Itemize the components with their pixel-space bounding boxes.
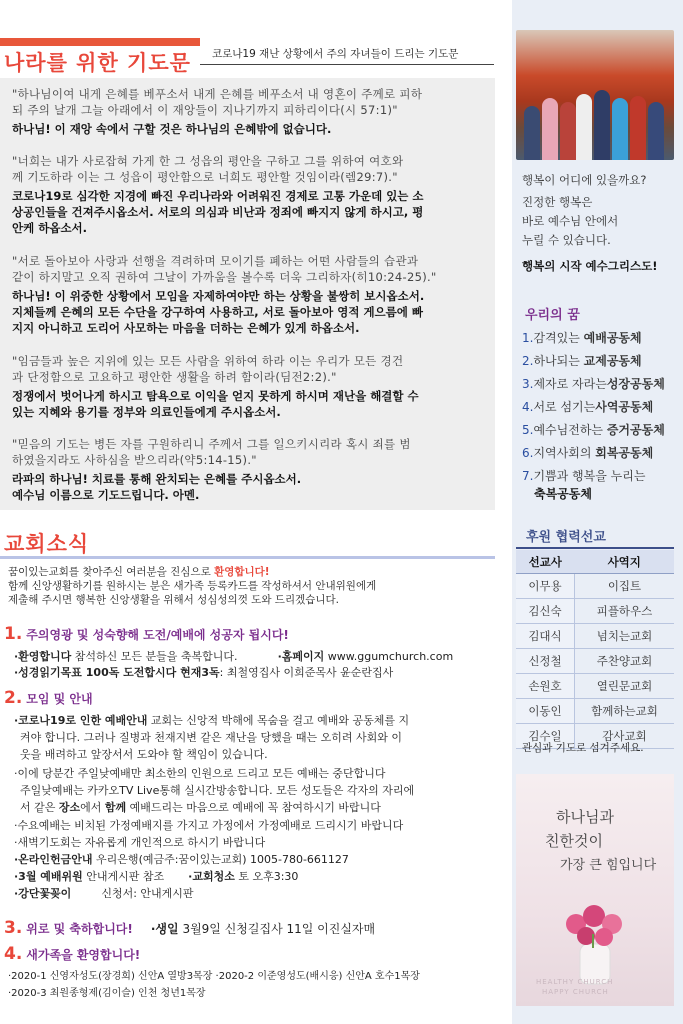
section-title: 위로 및 축하합니다!: [26, 922, 133, 936]
news-title: 교회소식: [4, 532, 90, 556]
card-line: 하나님과: [556, 808, 614, 826]
table-row: [516, 599, 674, 624]
prayer-line: 정쟁에서 벗어나게 하시고 탐욕으로 이익을 얻지 못하게 하시며 재난을 해결할 수: [12, 389, 419, 403]
mission-field: 이집트: [575, 574, 675, 599]
table-row: [516, 699, 674, 724]
mission-field: 열린문교회: [575, 674, 675, 699]
dream-text: 감격있는: [533, 331, 584, 345]
dream-bold: 회복공동체: [595, 446, 654, 460]
dream-number: 1.: [522, 331, 534, 345]
news-line: 웃을 배려하고 앞장서서 도와야 할 책임이 있습니다.: [20, 748, 268, 761]
card-line: 친한것이: [545, 832, 603, 850]
news-label: ·3월 예배위원: [14, 870, 83, 883]
news-label: ·코로나19로 인한 예배안내: [14, 714, 148, 727]
prayer-line: 안케 하옵소서.: [12, 221, 88, 235]
dream-number: 3.: [522, 377, 534, 391]
prayer-line: 하나님! 이 위중한 상황에서 모임을 자제하여야만 하는 상황을 불쌍히 보시옵소서.: [12, 289, 425, 303]
dream-number: 5.: [522, 423, 534, 437]
prayer-subtitle: 코로나19 재난 상황에서 주의 자녀들이 드리는 기도문: [212, 48, 459, 60]
missionary-name: 이동인: [516, 699, 575, 724]
news-text: : 최철영집사 이희준목사 윤순란집사: [219, 666, 394, 679]
news-text: 3월9일 신청길집사 11일 이진실자매: [178, 922, 376, 936]
table-row: [516, 674, 674, 699]
support-underline: [516, 547, 674, 549]
support-table: [516, 550, 674, 749]
missionary-name: 김신숙: [516, 599, 575, 624]
news-line: [14, 650, 494, 664]
section-title: 주의영광 및 성숙향해 도전/예배에 성공자 됩시다!: [26, 628, 289, 642]
news-text: 예배드리는 마음으로 예배에 꼭 참여하시기 바랍니다: [126, 801, 381, 814]
dream-item: [522, 376, 665, 392]
news-section-4: [4, 944, 140, 964]
gutter: [500, 0, 512, 1024]
section-number: 3.: [4, 918, 23, 938]
happy-line: 바로 예수님 안에서: [522, 214, 619, 228]
news-intro-welcome: 환영합니다!: [214, 566, 270, 578]
news-line: [14, 714, 494, 728]
news-text: 안내게시판 참조: [82, 870, 165, 883]
news-intro: [8, 566, 496, 579]
dream-item: [522, 422, 665, 438]
happy-line: 누릴 수 있습니다.: [522, 233, 611, 247]
prayer-line: 지지 아니하고 도리어 사모하는 마음을 더하는 은혜가 있게 하옵소서.: [12, 321, 360, 335]
prayer-line: 예수님 이름으로 기도드립니다. 아멘.: [12, 488, 200, 502]
prayer-subtitle-underline: [200, 64, 494, 65]
news-label: ·생일: [150, 922, 179, 936]
card-footer: HEALTHY CHURCH: [536, 978, 614, 986]
section-title: 모임 및 안내: [26, 692, 93, 706]
table-header: 사역지: [575, 550, 675, 574]
happy-line: 행복이 어디에 있을까요?: [522, 173, 647, 187]
table-row: [516, 649, 674, 674]
news-line: ·이에 당분간 주일낮예배만 최소한의 인원으로 드리고 모든 예배는 중단합니다: [14, 767, 386, 780]
dream-number: 2.: [522, 354, 534, 368]
card-line: 가장 큰 힘입니다: [560, 858, 657, 873]
prayer-line: 지체들께 은혜의 모든 수단을 강구하여 사용하고, 서로 돌아보아 영적 게으름에 빠: [12, 305, 423, 319]
news-line: [14, 887, 494, 901]
dream-item: [522, 399, 653, 415]
section-title: 새가족을 환영합니다!: [26, 948, 141, 962]
prayer-quote: 께 기도하라 이는 그 성읍이 평안함으로 너희도 평안할 것임이라(렘29:7).": [12, 170, 398, 184]
prayer-line: 라파의 하나님! 치료를 통해 완치되는 은혜를 주시옵소서.: [12, 472, 302, 486]
dream-bold: 사역공동체: [595, 400, 654, 414]
prayer-quote: 과 단정함으로 고요하고 평안한 생활을 하려 함이라(딤전2:2).": [12, 370, 337, 384]
news-line: ·수요예배는 비치된 가정예배지를 가지고 가정에서 가정예배로 드리시기 바랍니다: [14, 819, 404, 832]
news-text: 신청서: 안내게시판: [101, 887, 194, 900]
news-text: 교회는 신앙적 박해에 목숨을 걸고 예배와 공동체를 지: [147, 714, 410, 727]
missionary-name: 김수일: [516, 724, 575, 749]
news-section-1: [4, 624, 289, 644]
dream-item: [522, 468, 645, 484]
section-number: 4.: [4, 944, 23, 964]
group-photo: [516, 30, 674, 160]
news-line: ·새벽기도회는 자유롭게 개인적으로 하시기 바랍니다: [14, 836, 266, 849]
prayer-quote: 하였을지라도 사하심을 받으리라(약5:14-15).": [12, 453, 257, 467]
news-section-2: [4, 688, 93, 708]
dream-bold: 예배공동체: [583, 331, 642, 345]
table-row: [516, 574, 674, 599]
mission-field: 함께하는교회: [575, 699, 675, 724]
news-intro: 함께 신앙생활하기를 원하시는 분은 새가족 등록카드를 작성하셔서 안내위원에게: [8, 580, 377, 592]
dream-text: 기쁨과 행복을 누리는: [533, 469, 646, 483]
mission-field: 주찬양교회: [575, 649, 675, 674]
mission-field: 넘치는교회: [575, 624, 675, 649]
homepage-url: www.ggumchurch.com: [324, 650, 454, 663]
dream-number: 7.: [522, 469, 534, 483]
dream-item: [522, 445, 653, 461]
news-text: 장소: [58, 801, 81, 814]
news-text: 토 오후3:30: [234, 870, 299, 883]
prayer-quote: "임금들과 높은 지위에 있는 모든 사람을 위하여 하라 이는 우리가 모든 경건: [12, 354, 404, 368]
news-title-underline: [0, 556, 495, 559]
dream-item: [522, 330, 642, 346]
prayer-title: 나라를 위한 기도문: [4, 51, 191, 75]
dream-text: 제자로 자라는: [533, 377, 607, 391]
news-line: ·2020-3 최원종형제(김이슬) 인천 청년1목장: [8, 988, 206, 999]
prayer-quote: "서로 돌아보아 사랑과 선행을 격려하며 모이기를 폐하는 어떤 사람들의 습관과: [12, 254, 419, 268]
prayer-title-bar: [0, 38, 200, 46]
news-intro-text: 꿈이있는교회를 찾아주신 여러분을 진심으로: [8, 566, 215, 578]
prayer-quote: "믿음의 기도는 병든 자를 구원하리니 주께서 그를 일으키시리라 혹시 죄를 범: [12, 437, 411, 451]
news-line: [14, 870, 494, 884]
dream-number: 6.: [522, 446, 534, 460]
mission-field: 피플하우스: [575, 599, 675, 624]
prayer-quote: 같이 하지말고 오직 권하여 그날이 가까움을 볼수록 더욱 그리하자(히10:24-25).": [12, 270, 437, 284]
news-line: [20, 801, 500, 815]
table-header: 선교사: [516, 550, 575, 574]
news-intro: 제출해 주시면 행복한 신앙생활을 위해서 성심성의껏 도와 드리겠습니다.: [8, 594, 339, 606]
news-text: 에서: [80, 801, 105, 814]
happy-slogan: 행복의 시작 예수그리스도!: [522, 259, 658, 273]
news-line: 주일낮예배는 카카오TV Live통해 실시간방송합니다. 모든 성도들은 각자의 자리에: [20, 784, 415, 797]
news-line: [14, 853, 494, 867]
news-label: ·환영합니다: [14, 650, 72, 663]
dream-item: [522, 353, 642, 369]
dream-item-continued: 축복공동체: [534, 487, 592, 501]
news-text: 참석하신 모든 분들을 축복합니다.: [71, 650, 238, 663]
prayer-line: 있는 지혜와 용기를 정부와 의료인들에게 주시옵소서.: [12, 405, 281, 419]
prayer-line: 코로나19로 심각한 지경에 빠진 우리나라와 어려워진 경제로 고통 가운데 있는 소: [12, 189, 424, 203]
news-section-3: [4, 918, 375, 938]
dream-bold: 교제공동체: [583, 354, 642, 368]
dream-text: 예수님전하는: [533, 423, 607, 437]
dream-title: 우리의 꿈: [525, 308, 580, 323]
prayer-line: 상공인들을 건져주시옵소서. 서로의 의심과 비난과 정죄에 빠지지 않게 하시고, 평: [12, 205, 424, 219]
support-footer: 관심과 기도로 섬겨주세요.: [522, 742, 644, 754]
dream-bold: 증거공동체: [606, 423, 665, 437]
news-line: ·2020-1 신영자성도(장경희) 신안A 열방3목장 ·2020-2 이준영성도(배시응) 신안A 호수1목장: [8, 971, 420, 982]
prayer-quote: "하나님이여 내게 은혜를 베푸소서 내게 은혜를 베푸소서 내 영혼이 주께로 피하: [12, 87, 423, 101]
missionary-name: 김대식: [516, 624, 575, 649]
news-line: 켜야 합니다. 그러나 질병과 천재지변 같은 재난을 당했을 때는 오히려 사회와 이: [20, 731, 402, 744]
missionary-name: 손원호: [516, 674, 575, 699]
missionary-name: 이무용: [516, 574, 575, 599]
dream-number: 4.: [522, 400, 534, 414]
news-line: [14, 666, 494, 680]
news-text: 서 같은: [20, 801, 59, 814]
news-text: 함께: [104, 801, 127, 814]
prayer-line: 하나님! 이 재앙 속에서 구할 것은 하나님의 은혜밖에 없습니다.: [12, 122, 332, 136]
dream-text: 하나되는: [533, 354, 584, 368]
missionary-name: 신정철: [516, 649, 575, 674]
prayer-quote: "너희는 내가 사로잡혀 가게 한 그 성읍의 평안을 구하고 그를 위하여 여호와: [12, 154, 404, 168]
dream-bold: 성장공동체: [606, 377, 665, 391]
prayer-quote: 되 주의 날개 그늘 아래에서 이 재앙들이 지나기까지 피하리이다(시 57:1)": [12, 103, 398, 117]
mission-field: 감사교회: [575, 724, 675, 749]
news-text: 우리은행(예금주:꿈이있는교회) 1005-780-661127: [92, 853, 349, 866]
support-title: 후원 협력선교: [526, 530, 606, 545]
news-label: ·강단꽃꽂이: [14, 887, 72, 900]
table-row: [516, 624, 674, 649]
happy-line: 진정한 행복은: [522, 195, 593, 209]
table-header-row: [516, 550, 674, 574]
section-number: 2.: [4, 688, 23, 708]
news-label: ·성경읽기목표 100독 도전합시다 현재3독: [14, 666, 220, 679]
news-label: ·온라인헌금안내: [14, 853, 93, 866]
section-number: 1.: [4, 624, 23, 644]
news-label: ·교회청소: [188, 870, 235, 883]
homepage-label: ·홈페이지: [277, 650, 325, 663]
dream-text: 지역사회의: [533, 446, 596, 460]
dream-text: 서로 섬기는: [533, 400, 596, 414]
card-footer: HAPPY CHURCH: [542, 988, 609, 996]
